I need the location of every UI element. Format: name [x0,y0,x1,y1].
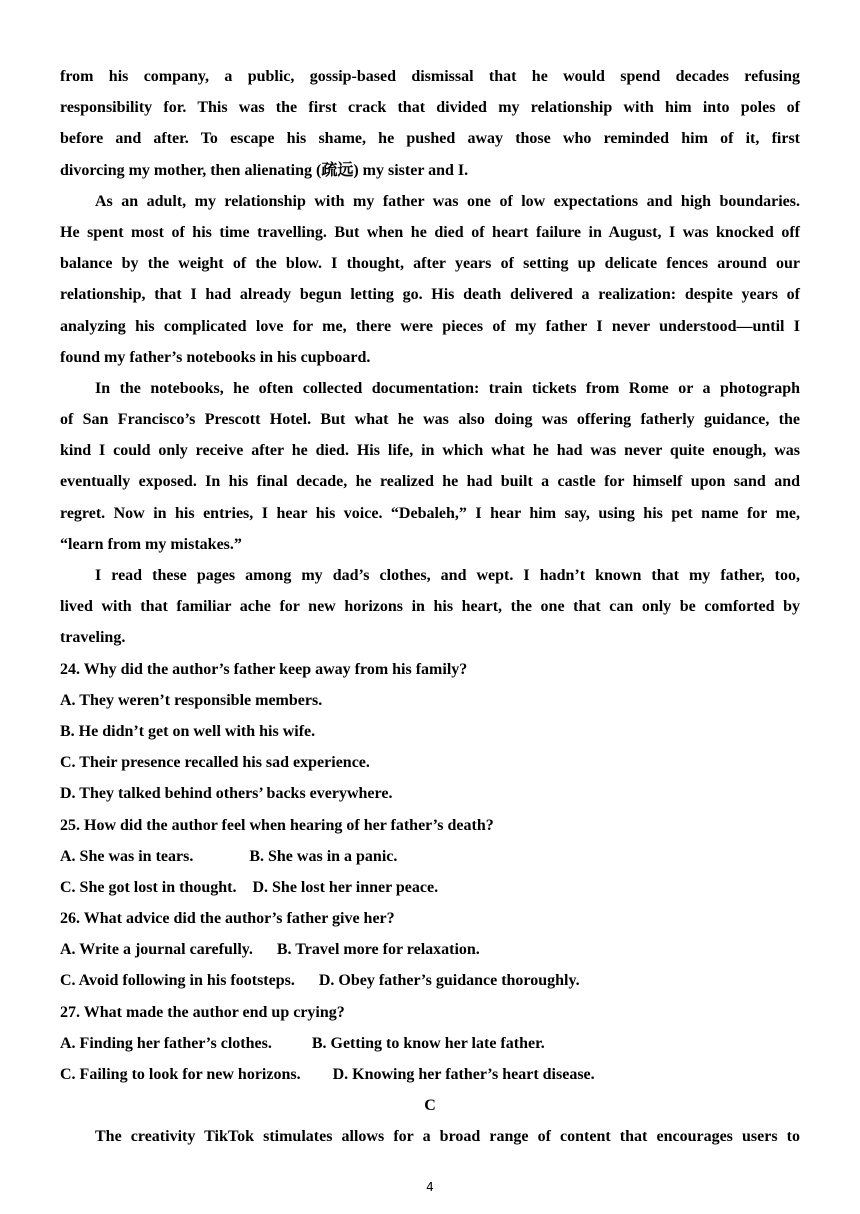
passage-line: kind I could only receive after he died. His life, in which what he had was never quite enough, was [60,442,800,460]
passage-line: He spent most of his time travelling. But when he died of heart failure in August, I was knocked off [60,223,800,241]
answer-options-row: A. Write a journal carefully. B. Travel more for relaxation. [60,941,480,959]
answer-options-row: C. Failing to look for new horizons. D. Knowing her father’s heart disease. [60,1066,595,1083]
answer-options-row: D. They talked behind others’ backs everywhere. [60,785,393,803]
section-heading: C [424,1097,436,1115]
passage-line: As an adult, my relationship with my father was one of low expectations and high boundaries. [95,192,800,210]
document-page [60,61,800,1153]
passage-line: divorcing my mother, then alienating (疏远) my sister and I. [60,161,469,179]
next-passage-first-line: The creativity TikTok stimulates allows for a broad range of content that encourages users to [95,1128,800,1146]
passage-line: responsibility for. This was the first crack that divided my relationship with him into poles of [60,99,800,117]
passage-line: regret. Now in his entries, I hear his voice. “Debaleh,” I hear him say, using his pet name for me, [60,504,800,522]
passage-line: found my father’s notebooks in his cupboard. [60,348,371,366]
answer-options-row: C. She got lost in thought. D. She lost her inner peace. [60,878,439,896]
page-number: 4 [426,1180,434,1194]
passage-line: balance by the weight of the blow. I thought, after years of setting up delicate fences around our [60,255,800,273]
answer-options-row: B. He didn’t get on well with his wife. [60,722,316,740]
passage [60,61,800,654]
passage-line: In the notebooks, he often collected documentation: train tickets from Rome or a photograph [95,379,800,397]
question-stem: 27. What made the author end up crying? [60,1003,345,1021]
question-stem: 24. Why did the author’s father keep away from his family? [60,660,468,678]
passage-line: relationship, that I had already begun letting go. His death delivered a realization: despite years of [60,286,800,304]
passage-line: from his company, a public, gossip-based dismissal that he would spend decades refusing [60,68,800,85]
answer-options-row: A. They weren’t responsible members. [60,691,323,709]
passage-line: I read these pages among my dad’s clothes, and wept. I hadn’t known that my father, too, [95,567,800,584]
passage-line: of San Francisco’s Prescott Hotel. But what he was also doing was offering fatherly guidance, the [60,411,800,429]
passage-line: “learn from my mistakes.” [60,535,242,553]
passage-line: traveling. [60,629,126,647]
answer-options-row: C. Their presence recalled his sad experience. [60,754,370,772]
passage-line: lived with that familiar ache for new horizons in his heart, the one that can only be comforted by [60,598,800,616]
question-block [60,654,800,810]
passage-line: analyzing his complicated love for me, there were pieces of my father I never understood—until I [60,317,800,335]
passage-line: before and after. To escape his shame, he pushed away those who reminded him of it, first [60,130,800,148]
question-block [60,997,800,1091]
question-block [60,903,800,997]
answer-options-row: A. She was in tears. B. She was in a panic. [60,847,398,865]
passage-line: eventually exposed. In his final decade, he realized he had built a castle for himself upon sand and [60,473,800,491]
question-stem: 26. What advice did the author’s father give her? [60,910,395,928]
answer-options-row: A. Finding her father’s clothes. B. Getting to know her late father. [60,1034,545,1052]
answer-options-row: C. Avoid following in his footsteps. D. Obey father’s guidance thoroughly. [60,972,580,990]
questions [60,654,800,1091]
question-block [60,810,800,904]
question-stem: 25. How did the author feel when hearing of her father’s death? [60,816,494,834]
